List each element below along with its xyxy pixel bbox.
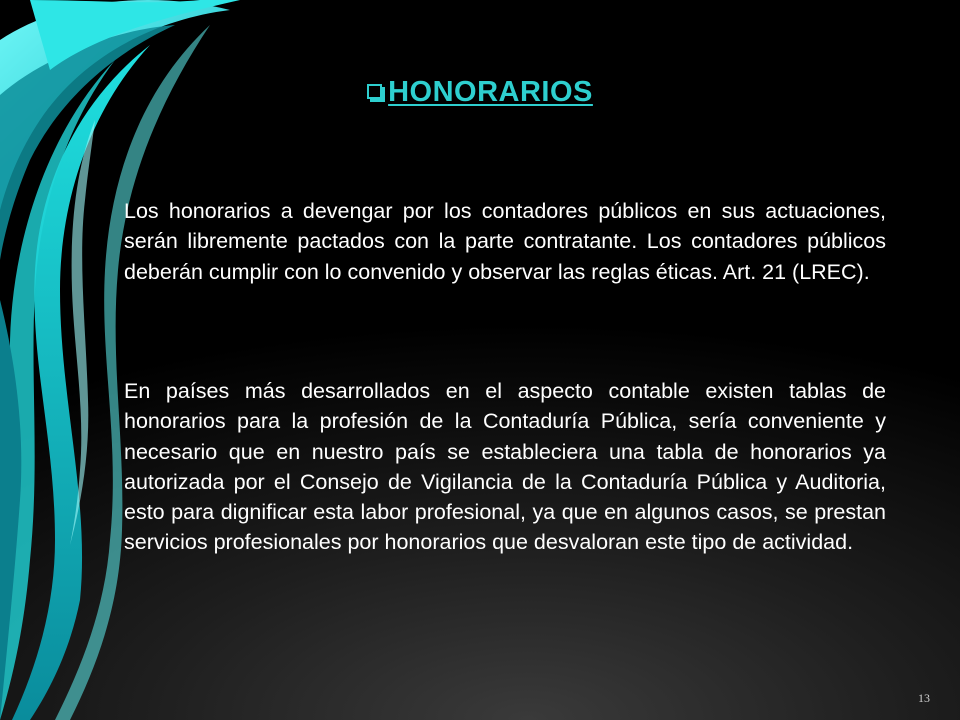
paragraph-fees-tables: En países más desarrollados en el aspecto contable existen tablas de honorarios para la profesión de la Contaduría Pública, sería conveniente y necesario que en nuestro país se estableciera una tabla de honorarios ya autorizada por el Consejo de Vigilancia de la Contaduría Pública y Auditoria, esto para dignificar esta labor profesional, ya que en algunos casos, se prestan servicios profesionales por honorarios que desvaloran este tipo de actividad.: [124, 379, 886, 555]
slide-title: [0, 76, 960, 109]
page-number: 13: [918, 691, 930, 705]
checkbox-bullet-icon: [367, 84, 382, 99]
paragraph-fees-agreement: Los honorarios a devengar por los contadores públicos en sus actuaciones, serán libremente pactados con la parte contratante. Los contadores públicos deberán cumplir con lo convenido y observar las reglas éticas. Art. 21 (LREC).: [124, 199, 886, 284]
slide-title-text: HONORARIOS: [388, 76, 593, 108]
